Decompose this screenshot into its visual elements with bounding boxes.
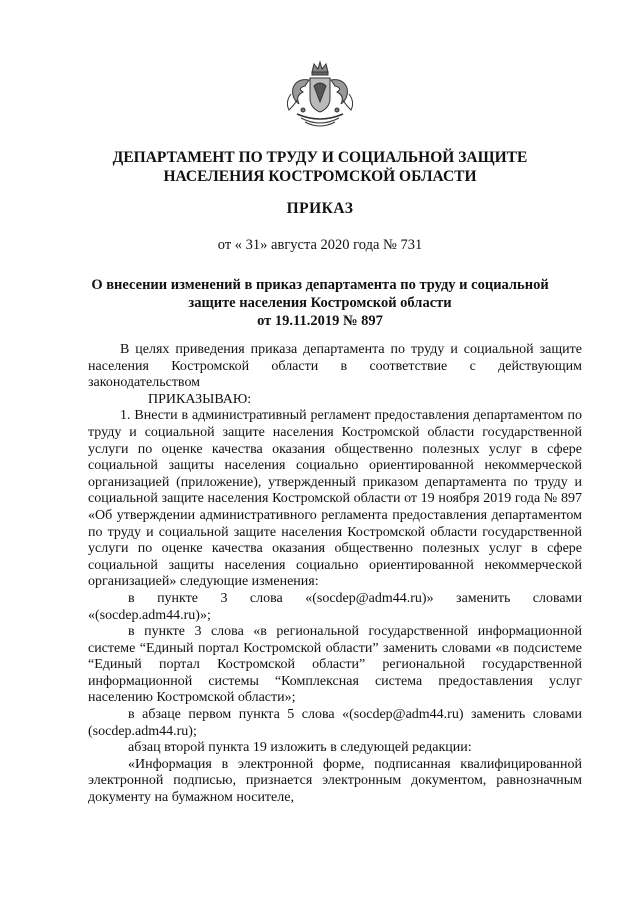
change-3-paragraph: в абзаце первом пункта 5 слова «(socdep@adm44.ru) заменить словами (socdep.adm44.ru); xyxy=(88,707,582,739)
department-line-2: НАСЕЛЕНИЯ КОСТРОМСКОЙ ОБЛАСТИ xyxy=(163,168,477,185)
document-type: ПРИКАЗ xyxy=(286,200,354,217)
coat-of-arms-icon xyxy=(283,58,357,134)
change-4-paragraph: абзац второй пункта 19 изложить в следующей редакции: xyxy=(128,740,472,756)
intro-paragraph: В целях приведения приказа департамента по труду и социальной защите населения Костромской области в соответствие с действующим законодательством xyxy=(88,342,582,391)
document-body xyxy=(88,342,582,807)
document-date-number: от « 31» августа 2020 года № 731 xyxy=(217,237,423,253)
item-1-paragraph: 1. Внести в административный регламент предоставления департаментом по труду и социальной защите населения Костромской области государственной услуги по оценке качества оказания общественно полезных услуг в сфере социальной защиты населения социально ориентированной некоммерческой организацией (приложение), утвержденный приказом департамента по труду и социальной защите населения Костромской области от 19 ноября 2019 года № 897 «Об утверждении административного регламента предоставления департаментом по труду и социальной защите населения Костромской области государственной услуги по оценке качества оказания общественно полезных услуг в сфере социальной защиты населения социально ориентированной некоммерческой организацией» следующие изменения: xyxy=(88,408,582,590)
change-1-paragraph: в пункте 3 слова «(socdep@adm44.ru)» заменить словами «(socdep.adm44.ru)»; xyxy=(88,590,582,623)
department-name xyxy=(60,148,580,186)
subject-line-3: от 19.11.2019 № 897 xyxy=(257,313,383,329)
change-2-paragraph: в пункте 3 слова «в региональной государственной информационной системе “Единый портал Костромской области” заменить словами «в подсистеме “Единый портал Костромской области” региональной государственной информационной системы “Комплексная система предоставления услуг населению Костромской области»; xyxy=(88,624,582,706)
subject-line-2: защите населения Костромской области xyxy=(188,295,452,311)
quote-paragraph: «Информация в электронной форме, подписанная квалифицированной электронной подписью, признается электронным документом, равнозначным документу на бумажном носителе, xyxy=(88,756,582,806)
document-subject xyxy=(70,276,570,330)
subject-line-1: О внесении изменений в приказ департамента по труду и социальной xyxy=(91,277,549,293)
order-word: ПРИКАЗЫВАЮ: xyxy=(148,391,252,407)
department-line-1: ДЕПАРТАМЕНТ ПО ТРУДУ И СОЦИАЛЬНОЙ ЗАЩИТЕ xyxy=(112,149,528,166)
